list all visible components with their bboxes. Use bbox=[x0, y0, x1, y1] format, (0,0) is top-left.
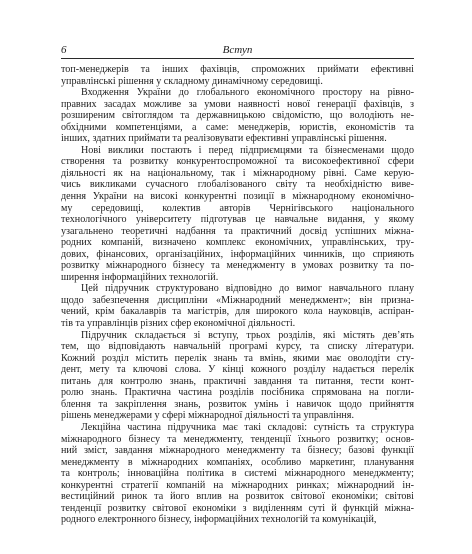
text-line: ширення інформаційних технологій. bbox=[61, 271, 219, 283]
text-line: тенденції розвитку світової економіки з виділенням суті й функцій міжна- bbox=[61, 502, 414, 514]
text-line: Цей підручник структуровано відповідно до вимог навчального плану bbox=[81, 283, 414, 295]
text-line: розширеним світоглядом та державницькою свідомістю, що володіють не- bbox=[61, 110, 414, 122]
paragraph-6 bbox=[61, 422, 414, 526]
text-line: родних компаній, визначено комплекс економічних, управлінських, тру- bbox=[61, 237, 414, 249]
text-line: тів та управлінців різних сфер економічної діяльності. bbox=[61, 318, 296, 330]
text-line: вестиційний ринок та його вплив на розвиток світової економіки; світові bbox=[61, 491, 414, 503]
text-line: обхідними компетенціями, а саме: менеджерів, юристів, економістів та bbox=[61, 121, 414, 133]
text-line: родного електронного бізнесу, інформаційних технологій та комунікацій, bbox=[61, 514, 377, 526]
paragraph-4 bbox=[61, 283, 414, 329]
text-line: розвитку міжнародного бізнесу та менеджменту в умовах розвитку та по- bbox=[61, 260, 414, 272]
text-line: менеджменту в міжнародних компаніях, особливо маркетинг, планування bbox=[61, 456, 414, 468]
text-line: інших, здатних приймати та реалізовувати ефективні управлінські рішення. bbox=[61, 133, 387, 145]
paragraph-2 bbox=[61, 87, 414, 145]
text-line: Підручник складається зі вступу, трьох розділів, які містять дев’ять bbox=[81, 329, 414, 341]
header-rule bbox=[61, 58, 414, 59]
paragraph-5 bbox=[61, 330, 414, 422]
text-line: ний зміст, завдання міжнародного менеджменту та бізнесу; базові функції bbox=[61, 445, 414, 457]
text-line: ролю знань. Практична частина розділів посібника спрямована на погли- bbox=[61, 387, 414, 399]
body-text bbox=[61, 64, 414, 526]
text-line: та контроль; інноваційна політика в системі міжнародного менеджменту; bbox=[61, 468, 414, 480]
text-line: Лекційна частина підручника має такі складові: сутність та структура bbox=[81, 421, 414, 433]
text-line: дових, фінансових, організаційних, інформаційних чинників, що сприяють bbox=[61, 248, 414, 260]
text-line: чений, крім бакалаврів та магістрів, для широкого кола науковців, аспіран- bbox=[61, 306, 414, 318]
text-line: питань для контролю знань, практичні завдання та питання, тести конт- bbox=[61, 375, 414, 387]
text-line: Кожний розділ містить перелік знань та вмінь, якими має оволодіти сту- bbox=[61, 352, 414, 364]
text-line: тем, що відповідають навчальній програмі курсу, та списку літератури. bbox=[61, 341, 414, 353]
text-line: Нові виклики постають і перед підприємцями та бізнесменами щодо bbox=[81, 144, 414, 156]
text-line: Входження України до глобального економічного простору на рівно- bbox=[81, 87, 414, 99]
text-line: міжнародного бізнесу та менеджменту, тенденції їхнього розвитку; основ- bbox=[61, 433, 414, 445]
text-line: конкурентні стратегії компаній на міжнародних ринках; міжнародний ін- bbox=[61, 479, 414, 491]
running-head: Вступ bbox=[222, 44, 253, 56]
text-line: дент, мету та ключові слова. У кінці кожного розділу надається перелік bbox=[61, 364, 414, 376]
text-line: блення та закріплення знань, розвиток умінь і навичок щодо прийняття bbox=[61, 398, 414, 410]
text-line: дення України на високі конкурентні позиції в міжнародному економічно- bbox=[61, 191, 414, 203]
text-line: чись викликами сучасного глобалізованого світу та необхідністю виве- bbox=[61, 179, 414, 191]
text-line: управлінські рішення у складному динамічному середовищі. bbox=[61, 75, 323, 87]
text-line: діяльності як на національному, так і міжнародному рівні. Саме керую- bbox=[61, 167, 414, 179]
text-line: щодо забезпечення дисципліни «Міжнародний менеджмент»; він призна- bbox=[61, 294, 414, 306]
paragraph-1 bbox=[61, 64, 414, 87]
text-line: му середовищі, колектив авторів Чернігівського національного bbox=[61, 202, 414, 214]
text-line: топ-менеджерів та інших фахівців, спроможних приймати ефективні bbox=[61, 64, 414, 75]
text-line: узагальнено теоретичні надбання та практичний досвід успішних міжна- bbox=[61, 225, 414, 237]
text-line: рішень менеджерами у сфері міжнародної діяльності та управління. bbox=[61, 410, 354, 422]
paragraph-3 bbox=[61, 145, 414, 284]
text-line: технологічного університету підготував це навчальне видання, у якому bbox=[61, 214, 414, 226]
page-number: 6 bbox=[61, 44, 67, 56]
text-line: правних засадах можливе за умови наявності нової генерації фахівців, з bbox=[61, 98, 414, 110]
page-header bbox=[61, 44, 414, 58]
text-line: створення та розвитку конкурентоспроможної та високоефективної сфери bbox=[61, 156, 414, 168]
